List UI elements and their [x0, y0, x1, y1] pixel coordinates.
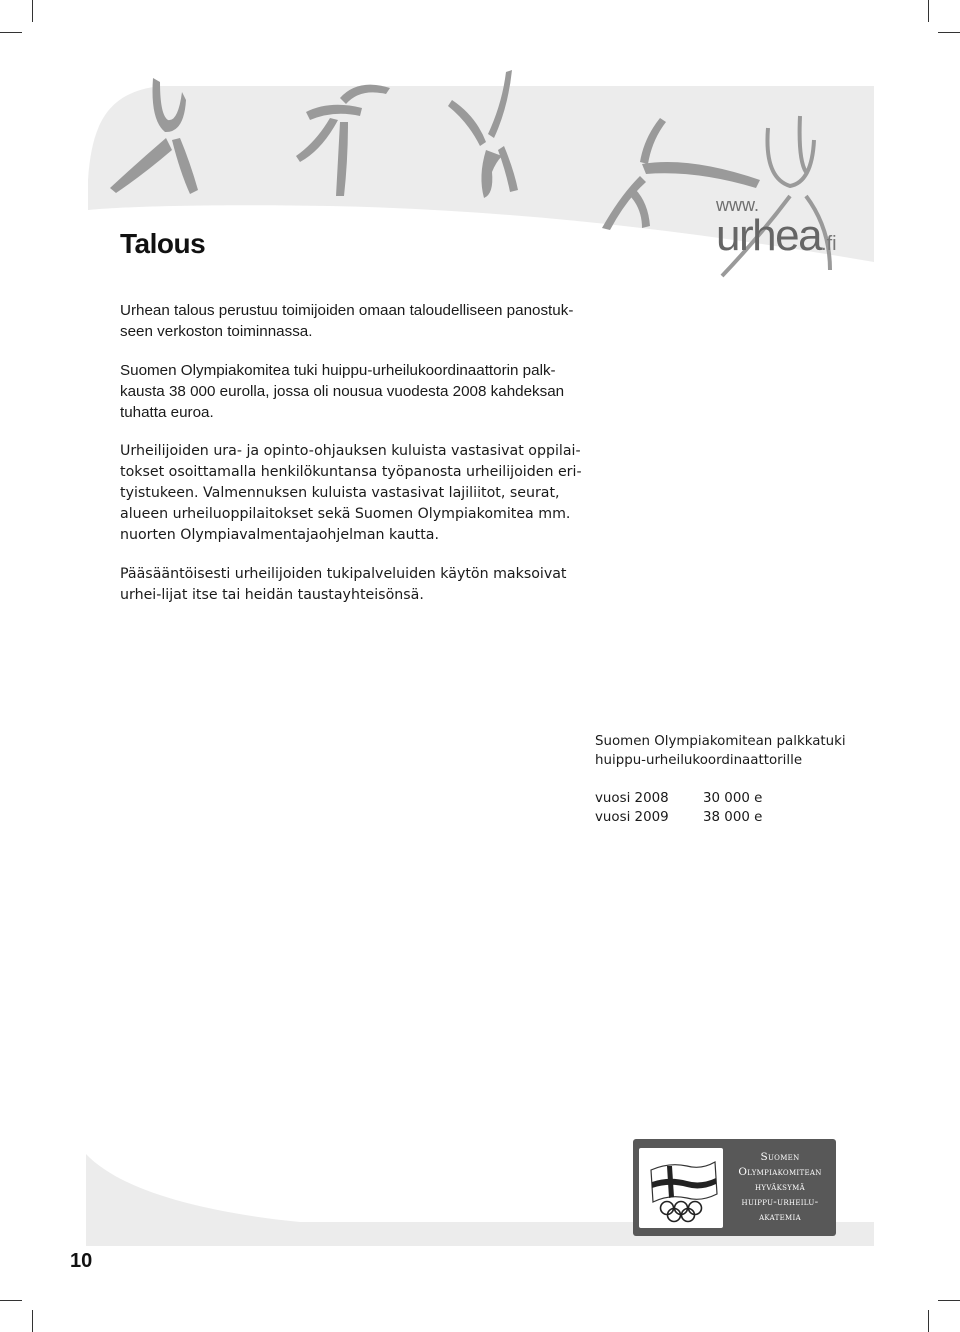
badge-line: hyväksymä	[755, 1181, 805, 1193]
badge-line: Olympiakomitean	[738, 1166, 822, 1178]
page-number: 10	[70, 1250, 93, 1272]
salary-year: vuosi 2008	[595, 791, 669, 806]
badge-line: huippu-urheilu-	[741, 1196, 819, 1208]
finnish-flag-icon	[639, 1148, 723, 1228]
paragraph: Urheilijoiden ura- ja opinto-ohjauksen kuluista vastasivat oppilai-tokset osoittamalla henkilökuntansa työpanosta urheilijoiden eri-tyistukeen. Valmennuksen kuluista vastasivat lajiliitot, seurat, alueen urheiluoppilaitokset sekä Suomen Olympiakomitea mm. nuorten Olympiavalmentajaohjelman kautta.	[120, 443, 582, 543]
paragraph: Pääsääntöisesti urheilijoiden tukipalveluiden käytön maksoivat urhei-lijat itse tai heidän taustayhteisönsä.	[120, 566, 567, 603]
paragraph: Suomen Olympiakomitea tuki huippu-urheilukoordinaattorin palk-kausta 38 000 eurolla, jossa oli nousua vuodesta 2008 kahdeksan tuhatta euroa.	[120, 362, 565, 421]
salary-year: vuosi 2009	[595, 810, 669, 825]
salary-caption-line: huippu-urheilukoordinaattorille	[595, 753, 803, 768]
logo-tld: .fi	[821, 233, 837, 255]
salary-amount: 30 000 e	[703, 791, 763, 806]
crop-mark	[0, 1300, 22, 1301]
salary-row	[595, 789, 855, 808]
academy-badge	[633, 1139, 836, 1236]
logo-main: urhea	[716, 211, 822, 260]
crop-mark	[938, 1300, 960, 1301]
body-text	[120, 300, 590, 624]
salary-amount: 38 000 e	[703, 810, 763, 825]
salary-row	[595, 808, 855, 827]
badge-text	[726, 1150, 834, 1225]
badge-line: Suomen	[760, 1151, 800, 1163]
olympic-rings-icon	[661, 1202, 702, 1222]
paragraph: Urhean talous perustuu toimijoiden omaan taloudelliseen panostuk-seen verkoston toiminnassa.	[120, 302, 574, 340]
logo-www: www.	[716, 195, 760, 215]
crop-mark	[928, 1310, 929, 1332]
crop-mark	[32, 1310, 33, 1332]
urhea-logo[interactable]	[716, 196, 837, 258]
salary-support-box	[595, 732, 855, 827]
page-title: Talous	[120, 228, 206, 259]
badge-line: akatemia	[759, 1211, 801, 1223]
salary-caption-line: Suomen Olympiakomitean palkkatuki	[595, 734, 846, 749]
